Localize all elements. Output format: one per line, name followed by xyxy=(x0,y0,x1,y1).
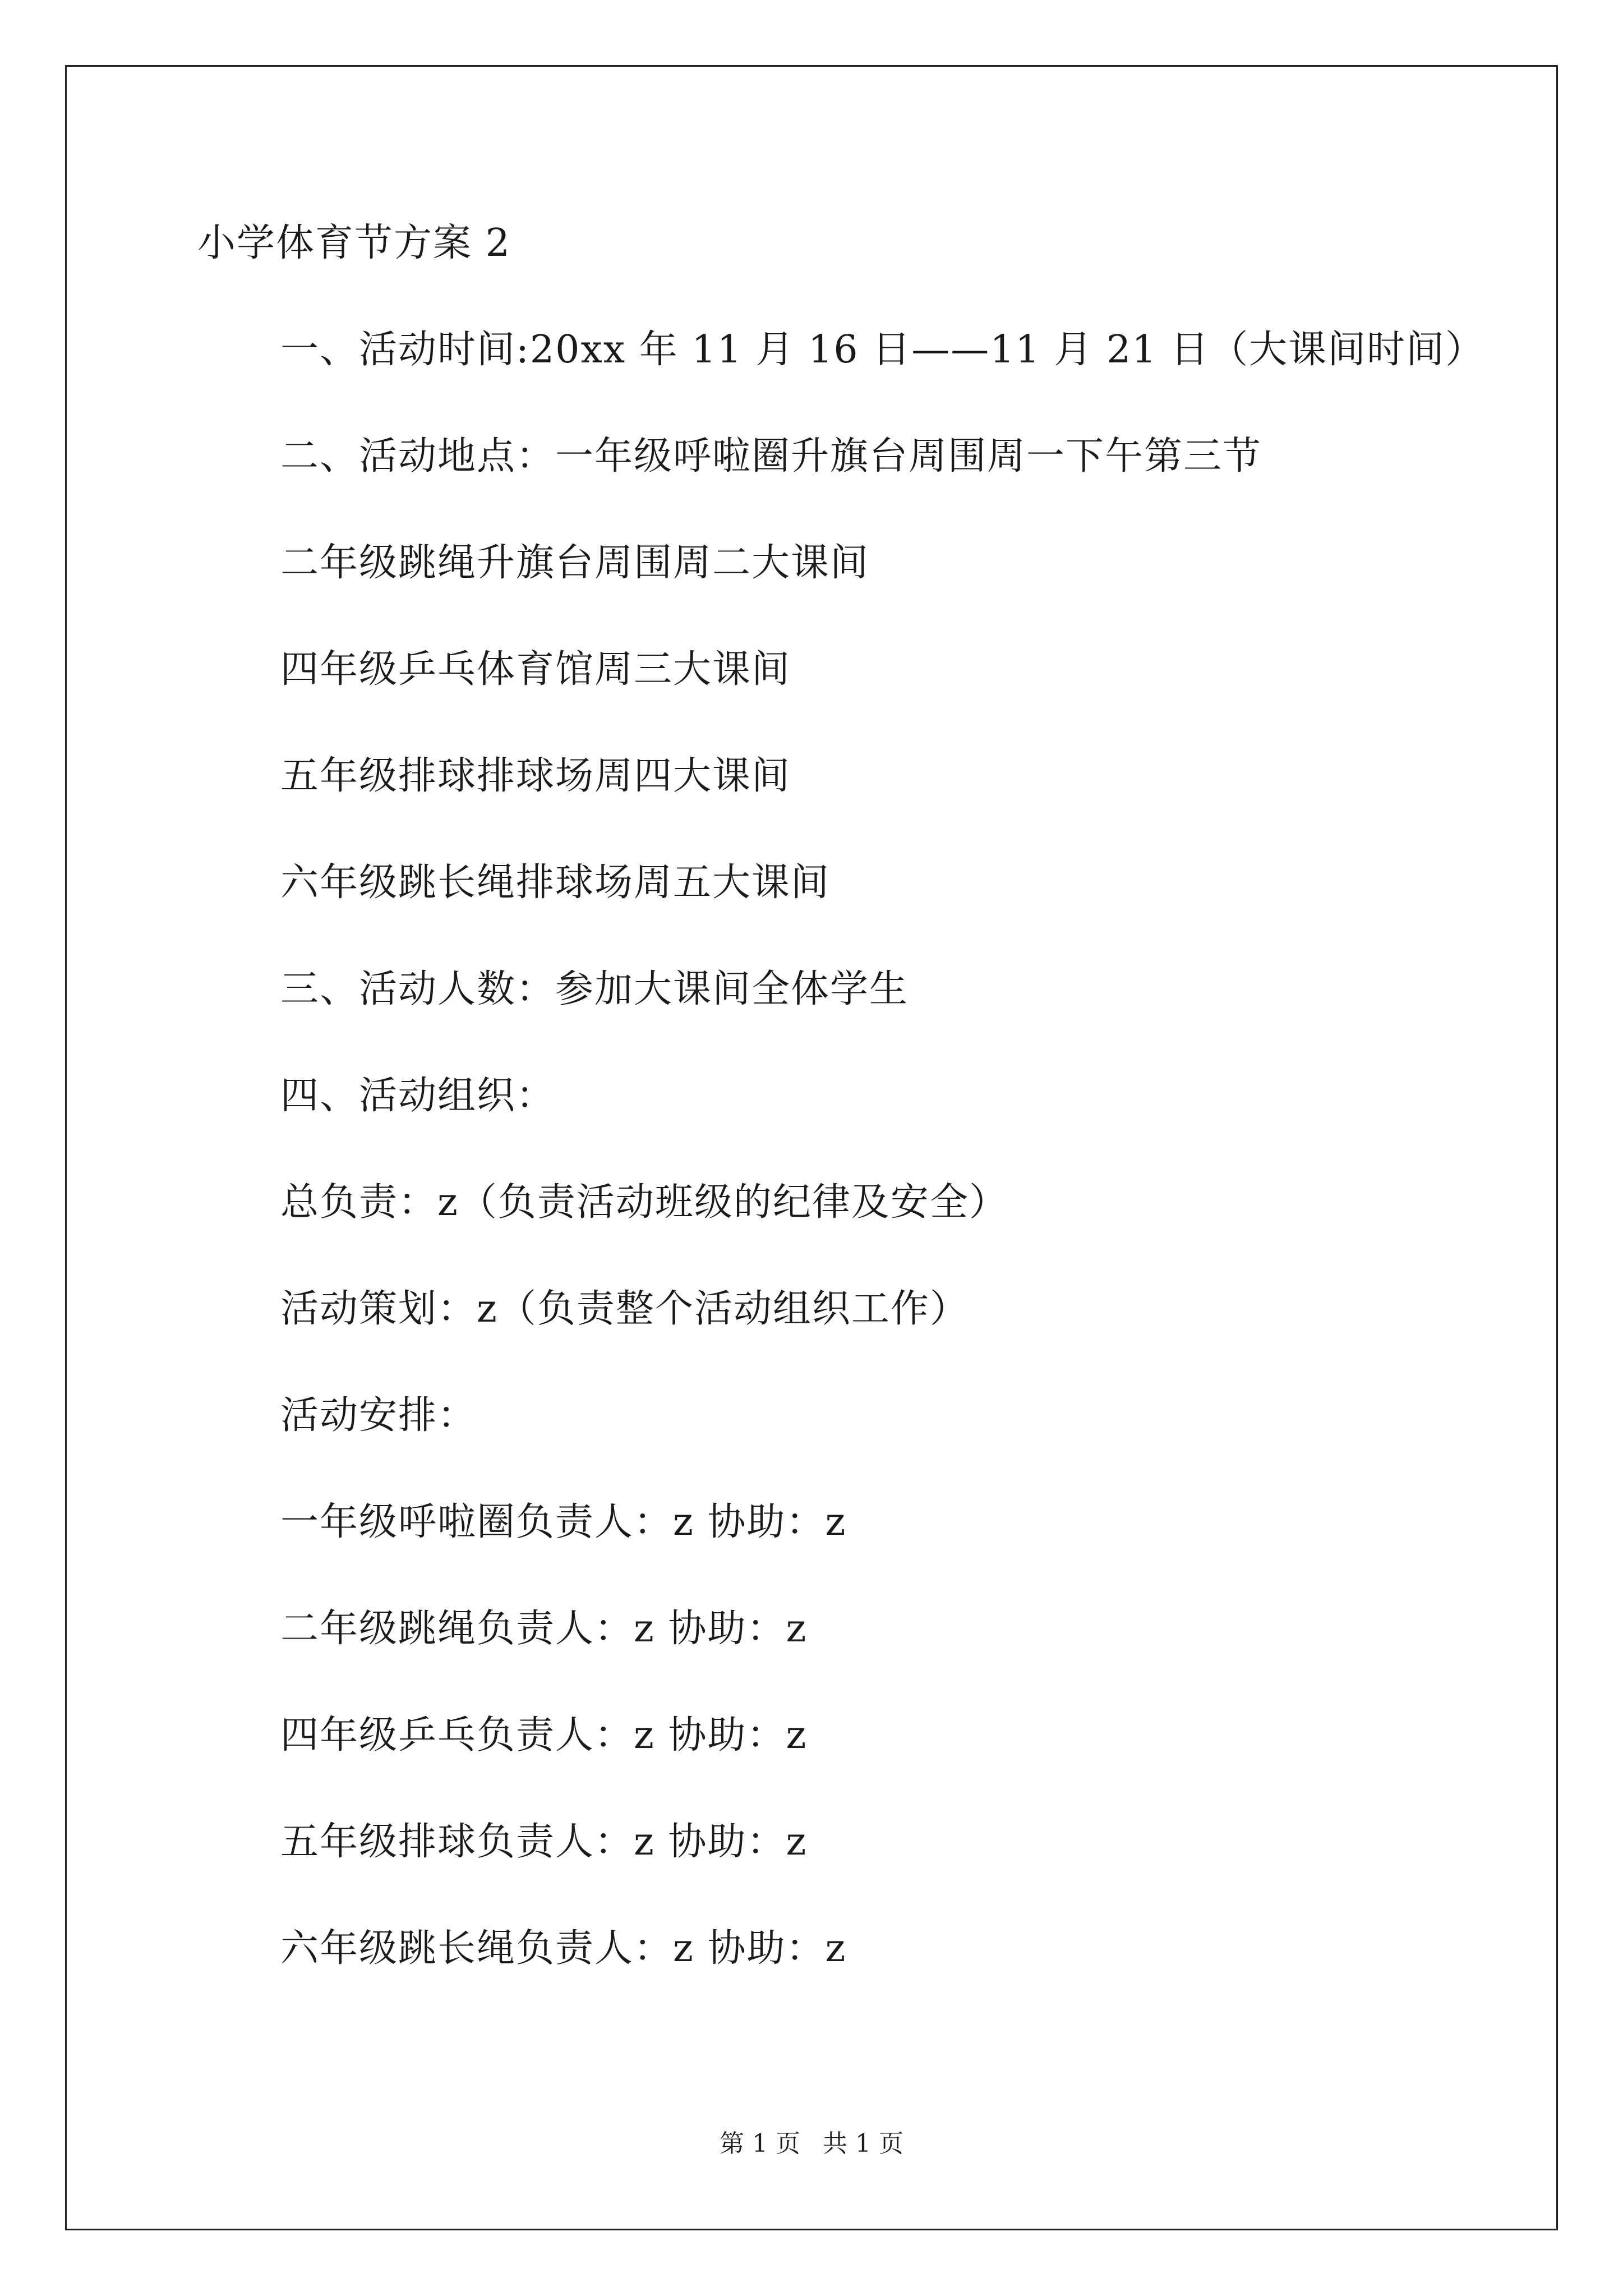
line-activity-time: 一、活动时间:20xx 年 11 月 16 日——11 月 21 日（大课间时间） xyxy=(280,328,1485,372)
line-general-lead: 总负责：z（负责活动班级的纪律及安全） xyxy=(280,1180,1008,1225)
line-grade1-lead: 一年级呼啦圈负责人：z 协助：z xyxy=(280,1500,847,1544)
line-grade4-lead: 四年级乒乓负责人：z 协助：z xyxy=(280,1713,808,1757)
line-grade5-lead: 五年级排球负责人：z 协助：z xyxy=(280,1820,808,1864)
page-number-total: 共 1 页 xyxy=(823,2129,903,2158)
line-participants: 三、活动人数：参加大课间全体学生 xyxy=(280,967,909,1011)
page-footer xyxy=(0,2129,1623,2158)
line-grade4-schedule: 四年级乒乓体育馆周三大课间 xyxy=(280,647,791,692)
page-border xyxy=(65,65,1558,2230)
line-grade2-lead: 二年级跳绳负责人：z 协助：z xyxy=(280,1607,808,1651)
line-arrangement-heading: 活动安排： xyxy=(280,1393,477,1438)
line-activity-planning: 活动策划：z（负责整个活动组织工作） xyxy=(280,1287,969,1331)
line-activity-location: 二、活动地点：一年级呼啦圈升旗台周围周一下午第三节 xyxy=(280,434,1262,478)
line-grade5-schedule: 五年级排球排球场周四大课间 xyxy=(280,754,791,798)
document-title: 小学体育节方案 2 xyxy=(197,221,511,265)
line-grade6-schedule: 六年级跳长绳排球场周五大课间 xyxy=(280,861,831,905)
line-organization-heading: 四、活动组织： xyxy=(280,1074,556,1118)
line-grade6-lead: 六年级跳长绳负责人：z 协助：z xyxy=(280,1926,847,1971)
page-number-current: 第 1 页 xyxy=(720,2129,800,2158)
line-grade2-schedule: 二年级跳绳升旗台周围周二大课间 xyxy=(280,541,870,585)
